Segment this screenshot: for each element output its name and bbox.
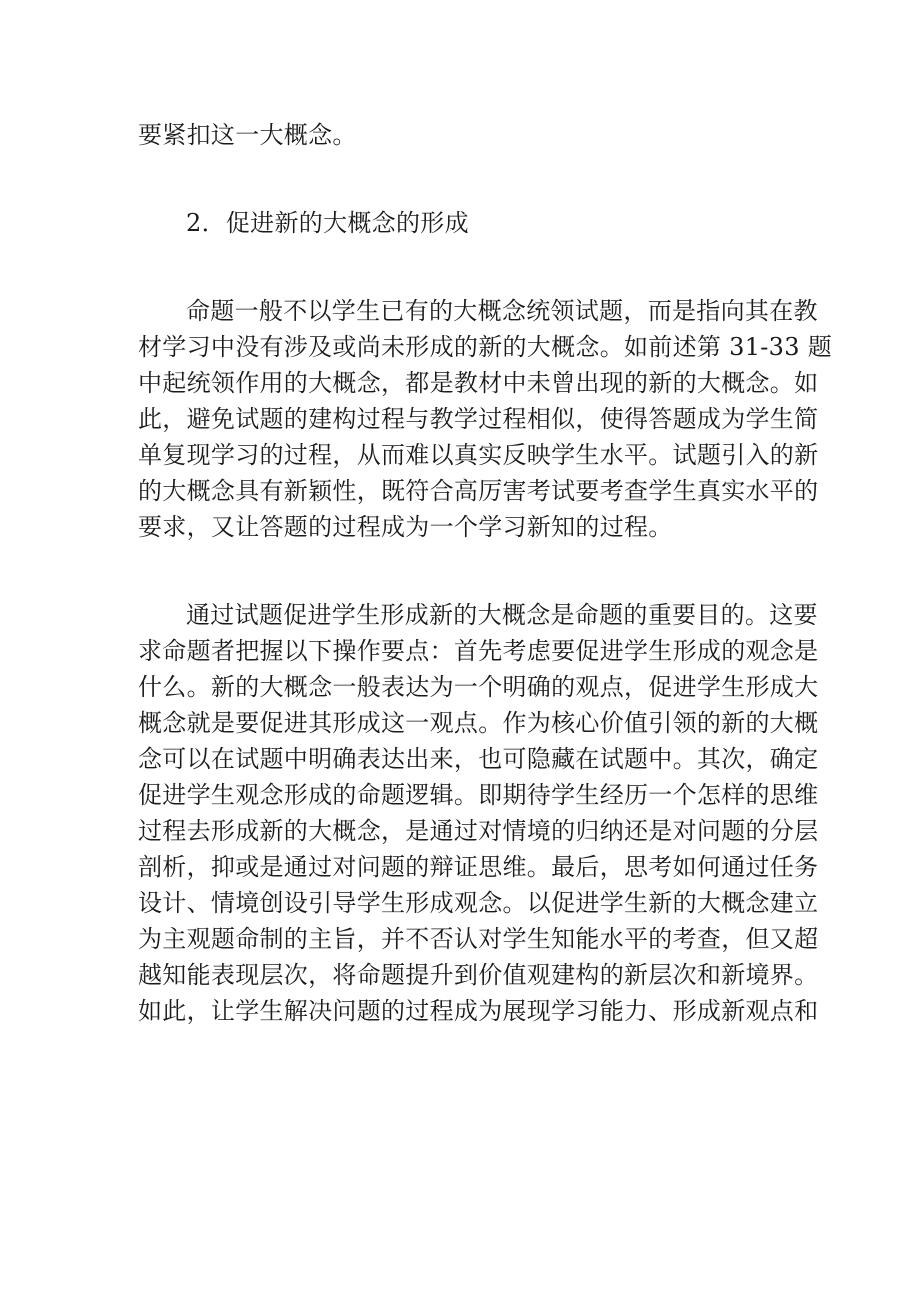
paragraph-line: 单复现学习的过程，从而难以真实反映学生水平。试题引入的新 (138, 441, 819, 469)
paragraph-line: 要紧扣这一大概念。 (138, 121, 357, 149)
paragraph-line: 设计、情境创设引导学生形成观念。以促进学生新的大概念建立 (138, 889, 819, 917)
paragraph-line: 求命题者把握以下操作要点：首先考虑要促进学生形成的观念是 (138, 637, 819, 665)
paragraph-line: 材学习中没有涉及或尚未形成的新的大概念。如前述第 31-33 题 (138, 333, 833, 361)
paragraph-line: 概念就是要促进其形成这一观点。作为核心价值引领的新的大概 (138, 709, 819, 737)
paragraph-line: 的大概念具有新颖性，既符合高厉害考试要考查学生真实水平的 (138, 477, 819, 505)
paragraph-line: 中起统领作用的大概念，都是教材中未曾出现的新的大概念。如 (138, 369, 819, 397)
paragraph-line: 要求，又让答题的过程成为一个学习新知的过程。 (138, 513, 673, 541)
paragraph-line: 通过试题促进学生形成新的大概念是命题的重要目的。这要 (186, 601, 818, 629)
paragraph-line: 为主观题命制的主旨，并不否认对学生知能水平的考查，但又超 (138, 925, 819, 953)
paragraph-line: 越知能表现层次，将命题提升到价值观建构的新层次和新境界。 (138, 961, 819, 989)
paragraph-line: 此，避免试题的建构过程与教学过程相似，使得答题成为学生简 (138, 405, 819, 433)
paragraph-line: 如此，让学生解决问题的过程成为展现学习能力、形成新观点和 (138, 997, 819, 1025)
section-heading: 2．促进新的大概念的形成 (186, 209, 469, 237)
paragraph-line: 过程去形成新的大概念，是通过对情境的归纳还是对问题的分层 (138, 817, 819, 845)
paragraph-line: 剖析，抑或是通过对问题的辩证思维。最后，思考如何通过任务 (138, 853, 819, 881)
paragraph-line: 促进学生观念形成的命题逻辑。即期待学生经历一个怎样的思维 (138, 781, 819, 809)
paragraph-line: 什么。新的大概念一般表达为一个明确的观点，促进学生形成大 (138, 673, 819, 701)
paragraph-line: 念可以在试题中明确表达出来，也可隐藏在试题中。其次，确定 (138, 745, 819, 773)
paragraph-line: 命题一般不以学生已有的大概念统领试题，而是指向其在教 (186, 297, 818, 325)
